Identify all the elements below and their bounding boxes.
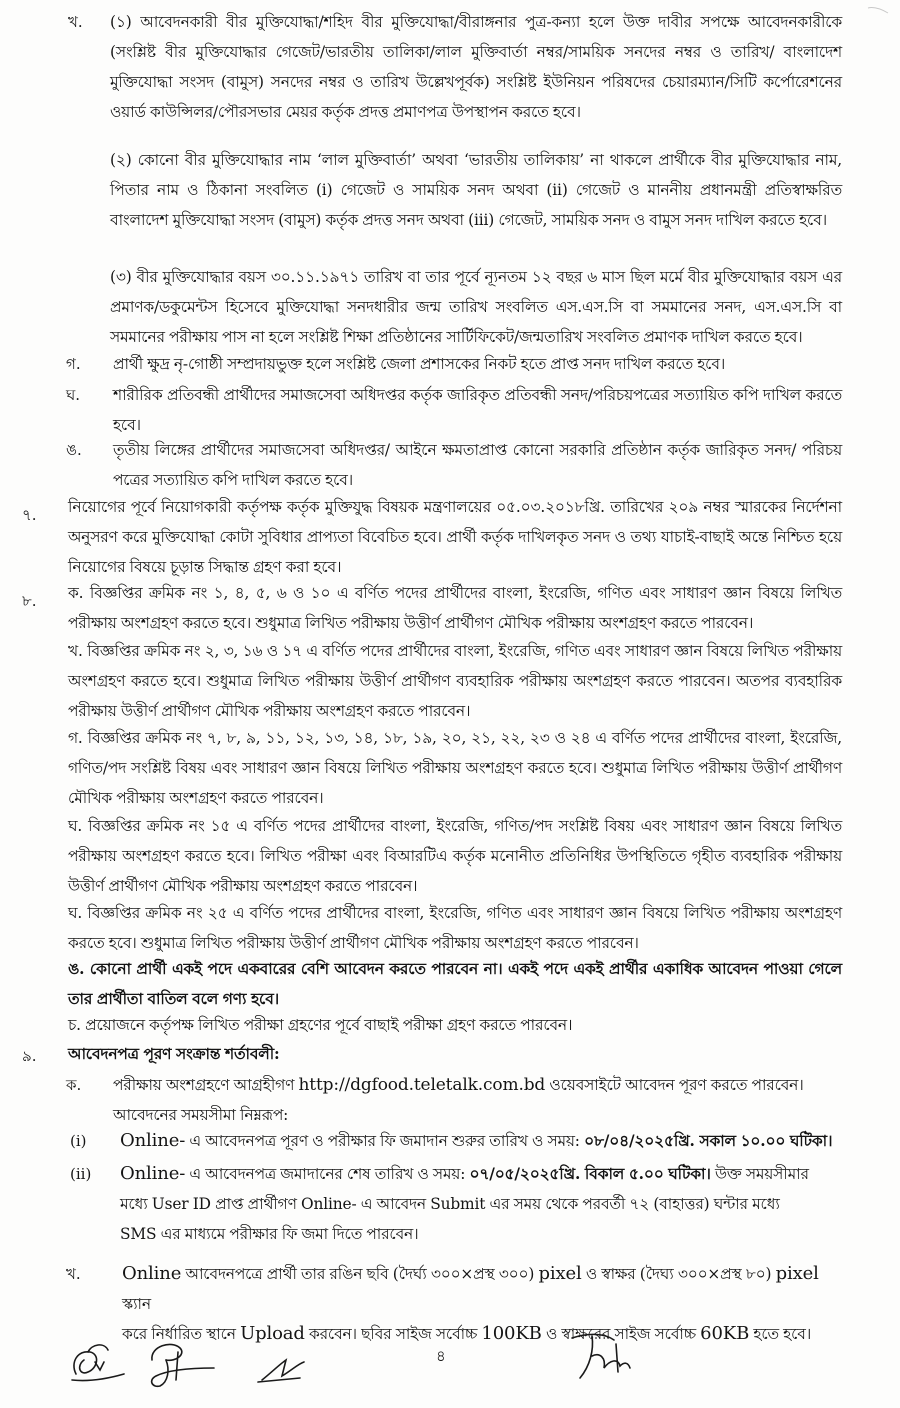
text-segment: SMS এর মাধ্যমে পরীক্ষার ফি জমা দিতে পারবেন। bbox=[120, 1225, 419, 1243]
text-segment: ও স্বাক্ষর (দৈঘ্য ৩০০×প্রস্থ ৮০) bbox=[585, 1265, 772, 1283]
item-marker: (ii) bbox=[70, 1165, 92, 1183]
text-segment: করবেন। ছবির সাইজ সর্বোচ্চ bbox=[308, 1325, 478, 1343]
item-marker: ৭. bbox=[22, 506, 37, 524]
text-segment: Online- bbox=[120, 1163, 186, 1184]
item-text: চ. প্রয়োজনে কর্তৃপক্ষ লিখিত পরীক্ষা গ্রহণের পূর্বে বাছাই পরীক্ষা গ্রহণ করতে পারবেন। bbox=[68, 1016, 573, 1034]
text-segment: হতে হবে। bbox=[753, 1325, 812, 1343]
signature-2-icon bbox=[152, 1344, 214, 1386]
text-segment: স্ক্যান bbox=[122, 1295, 151, 1313]
item-text: (১) আবেদনকারী বীর মুক্তিযোদ্ধা/শহিদ বীর মুক্তিযোদ্ধা/বীরাঙ্গনার পুত্র-কন্যা হলে উক্ত দাবীর সপক্ষে আবেদনকারীকে (সংশ্লিষ্ট বীর মুক্তিযোদ্ধার গেজেট/ভারতীয় তালিকা/লাল মুক্তিবার্তা নম্বর/সাময়িক সনদের নম্বর ও তারিখ/ বাংলাদেশ মুক্তিযোদ্ধা সংসদ (বামুস) সনদের নম্বর ও তারিখ উল্লেখপূর্বক) সংশ্লিষ্ট ইউনিয়ন পরিষদের চেয়ারম্যান/সিটি কর্পোরেশনের ওয়ার্ড কাউন্সিলর/পৌরসভার মেয়র কর্তৃক প্রদত্ত প্রমাণপত্র উপস্থাপন করতে হবে। bbox=[110, 13, 842, 121]
item-text bbox=[113, 1070, 842, 1130]
item-marker: ৯. bbox=[22, 1047, 37, 1065]
item-text bbox=[120, 1126, 842, 1156]
item-marker: ক. bbox=[66, 1076, 82, 1094]
item-marker: ৮. bbox=[22, 592, 37, 610]
item-text: নিয়োগের পূর্বে নিয়োগকারী কর্তৃপক্ষ কর্তৃক মুক্তিযুদ্ধ বিষয়ক মন্ত্রণালয়ের ০৫.০৩.২০১৮খ্রি. তারিখের ২০৯ নম্বর স্মারকের নির্দেশনা অনুসরণ করে মুক্তিযোদ্ধা কোটা সুবিধার প্রাপ্যতা বিবেচিত হবে। প্রার্থী কর্তৃক দাখিলকৃত সনদ ও তথ্য যাচাই-বাছাই অন্তে নিশ্চিত হয়ে নিয়োগের বিষয়ে চূড়ান্ত সিদ্ধান্ত গ্রহণ করা হবে। bbox=[68, 498, 842, 576]
item-text: খ. বিজ্ঞপ্তির ক্রমিক নং ২, ৩, ১৬ ও ১৭ এ বর্ণিত পদের প্রার্থীদের বাংলা, ইংরেজি, গণিত এবং সাধারণ জ্ঞান বিষয়ে লিখিত পরীক্ষায় অংশগ্রহণ করতে হবে। শুধুমাত্র লিখিত পরীক্ষায় উত্তীর্ণ প্রার্থীগণ ব্যবহারিক পরীক্ষায় অংশগ্রহণ করতে পারবেন। অতপর ব্যবহারিক পরীক্ষায় উত্তীর্ণ প্রার্থীগণ মৌখিক পরীক্ষায় অংশগ্রহণ করতে পারবেন। bbox=[68, 642, 842, 720]
item-marker: গ. bbox=[66, 355, 81, 373]
text-segment: 60KB bbox=[700, 1323, 750, 1344]
item-marker: খ. bbox=[68, 13, 83, 31]
date-time-bold: ০৭/০৫/২০২৫খ্রি. বিকাল ৫.০০ ঘটিকা। bbox=[469, 1165, 711, 1183]
item-text: তৃতীয় লিঙ্গের প্রার্থীদের সমাজসেবা অধিদপ্তর/ আইনে ক্ষমতাপ্রাপ্ত কোনো সরকারি প্রতিষ্ঠান কর্তৃক জারিকৃত সনদ/ পরিচয় পত্রের সত্যায়িত কপি দাখিল করতে হবে। bbox=[113, 441, 842, 489]
page-number: ৪ bbox=[436, 1347, 446, 1365]
text-segment: আবেদনের সময়সীমা নিম্নরূপ: bbox=[113, 1106, 289, 1124]
signature-1-icon bbox=[72, 1345, 124, 1381]
text-segment: মধ্যে User ID প্রাপ্ত প্রার্থীগণ Online- এ আবেদন Submit এর সময় থেকে পরবর্তী ৭২ (বাহাত্তর) ঘন্টার মধ্যে bbox=[120, 1195, 780, 1213]
item-text: ঘ. বিজ্ঞপ্তির ক্রমিক নং ১৫ এ বর্ণিত পদের প্রার্থীদের বাংলা, ইংরেজি, গণিত/পদ সংশ্লিষ্ট বিষয় এবং সাধারণ জ্ঞান বিষয়ে লিখিত পরীক্ষায় অংশগ্রহণ করতে হবে। লিখিত পরীক্ষা এবং বিআরটিএ কর্তৃক মনোনীত প্রতিনিধির উপস্থিতিতে গৃহীত ব্যবহারিক পরীক্ষায় উত্তীর্ণ প্রার্থীগণ মৌখিক পরীক্ষায় অংশগ্রহণ করতে পারবেন। bbox=[68, 817, 842, 895]
signatures bbox=[0, 1322, 900, 1392]
text-segment: Online- bbox=[120, 1130, 186, 1151]
item-text: ঙ. কোনো প্রার্থী একই পদে একবারের বেশি আবেদন করতে পারবেন না। একই পদে একই প্রার্থীর একাধিক আবেদন পাওয়া গেলে তার প্রার্থীতা বাতিল বলে গণ্য হবে। bbox=[68, 960, 842, 1008]
item-marker: খ. bbox=[66, 1265, 81, 1283]
item-marker: (i) bbox=[70, 1132, 87, 1150]
item-text: (২) কোনো বীর মুক্তিযোদ্ধার নাম ‘লাল মুক্তিবার্তা’ অথবা ‘ভারতীয় তালিকায়’ না থাকলে প্রার্থীকে বীর মুক্তিযোদ্ধার নাম, পিতার নাম ও ঠিকানা সংবলিত (i) গেজেট ও সাময়িক সনদ অথবা (ii) গেজেট ও মাননীয় প্রধানমন্ত্রী প্রতিস্বাক্ষরিত বাংলাদেশ মুক্তিযোদ্ধা সংসদ (বামুস) কর্তৃক প্রদত্ত সনদ অথবা (iii) গেজেট, সাময়িক সনদ ও বামুস সনদ দাখিল করতে হবে। bbox=[110, 151, 842, 229]
signature-4-icon bbox=[572, 1334, 630, 1378]
date-time-bold: ০৮/০৪/২০২৫খ্রি. সকাল ১০.০০ ঘটিকা। bbox=[584, 1132, 833, 1150]
item-text: (৩) বীর মুক্তিযোদ্ধার বয়স ৩০.১১.১৯৭১ তারিখ বা তার পূর্বে ন্যূনতম ১২ বছর ৬ মাস ছিল মর্মে বীর মুক্তিযোদ্ধার বয়স এর প্রমাণক/ডকুমেন্টস হিসেবে মুক্তিযোদ্ধা সনদধারীর জন্ম তারিখ সংবলিত এস.এস.সি বা সমমানের সনদ, এস.এস.সি বা সমমানের পরীক্ষায় পাস না হলে সংশ্লিষ্ট শিক্ষা প্রতিষ্ঠানের সার্টিফিকেট/জন্মতারিখ সংবলিত প্রমাণক দাখিল করতে হবে। bbox=[110, 268, 842, 346]
scan-mark-icon bbox=[866, 4, 890, 16]
item-marker: ঘ. bbox=[66, 386, 81, 404]
signature-3-icon bbox=[258, 1360, 304, 1382]
item-text: ক. বিজ্ঞপ্তির ক্রমিক নং ১, ৪, ৫, ৬ ও ১০ এ বর্ণিত পদের প্রার্থীদের বাংলা, ইংরেজি, গণিত এবং সাধারণ জ্ঞান বিষয়ে লিখিত পরীক্ষায় অংশগ্রহণ করতে হবে। শুধুমাত্র লিখিত পরীক্ষায় উত্তীর্ণ প্রার্থীগণ মৌখিক পরীক্ষায় অংশগ্রহণ করতে পারবেন। bbox=[68, 584, 842, 632]
item-text: প্রার্থী ক্ষুদ্র নৃ-গোষ্ঠী সম্প্রদায়ভুক্ত হলে সংশ্লিষ্ট জেলা প্রশাসকের নিকট হতে প্রাপ্ত সনদ দাখিল করতে হবে। bbox=[113, 355, 726, 373]
item-text: গ. বিজ্ঞপ্তির ক্রমিক নং ৭, ৮, ৯, ১১, ১২, ১৩, ১৪, ১৮, ১৯, ২০, ২১, ২২, ২৩ ও ২৪ এ বর্ণিত পদের প্রার্থীদের বাংলা, ইংরেজি, গণিত/পদ সংশ্লিষ্ট বিষয় এবং সাধারণ জ্ঞান বিষয়ে লিখিত পরীক্ষায় অংশগ্রহণ করতে হবে। শুধুমাত্র লিখিত পরীক্ষায় উত্তীর্ণ প্রার্থীগণ মৌখিক পরীক্ষায় অংশগ্রহণ করতে পারবেন। bbox=[68, 729, 842, 807]
text-segment: এ আবেদনপত্র পূরণ ও পরীক্ষার ফি জমাদান শুরুর তারিখ ও সময়: bbox=[189, 1132, 580, 1150]
website-link[interactable]: http://dgfood.teletalk.com.bd bbox=[298, 1075, 546, 1095]
item-text: ঘ. বিজ্ঞপ্তির ক্রমিক নং ২৫ এ বর্ণিত পদের প্রার্থীদের বাংলা, ইংরেজি, গণিত এবং সাধারণ জ্ঞান বিষয়ে লিখিত পরীক্ষায় অংশগ্রহণ করতে হবে। শুধুমাত্র লিখিত পরীক্ষায় উত্তীর্ণ প্রার্থীগণ মৌখিক পরীক্ষায় অংশগ্রহণ করতে পারবেন। bbox=[68, 904, 842, 952]
text-segment: pixel bbox=[775, 1263, 819, 1284]
text-segment: Online bbox=[122, 1263, 182, 1284]
text-segment: করে নির্ধারিত স্থানে bbox=[122, 1325, 236, 1343]
text-segment: ওয়েবসাইটে আবেদন পূরণ করতে পারবেন। bbox=[549, 1076, 804, 1094]
text-segment: 100KB bbox=[481, 1323, 542, 1344]
text-segment: ও স্বাক্ষরের সাইজ সর্বোচ্চ bbox=[545, 1325, 696, 1343]
text-segment: পরীক্ষায় অংশগ্রহণে আগ্রহীগণ bbox=[113, 1076, 295, 1094]
text-segment: এ আবেদনপত্র জমাদানের শেষ তারিখ ও সময়: bbox=[189, 1165, 466, 1183]
item-text: শারীরিক প্রতিবন্ধী প্রার্থীদের সমাজসেবা অধিদপ্তর কর্তৃক জারিকৃত প্রতিবন্ধী সনদ/পরিচয়পত্রের সত্যায়িত কপি দাখিল করতে হবে। bbox=[113, 386, 842, 434]
text-segment: উক্ত সময়সীমার bbox=[714, 1165, 809, 1183]
text-segment: Upload bbox=[240, 1323, 305, 1344]
section-heading: আবেদনপত্র পূরণ সংক্রান্ত শর্তাবলী: bbox=[68, 1045, 280, 1063]
item-marker: ঙ. bbox=[66, 441, 82, 459]
text-segment: pixel bbox=[538, 1263, 582, 1284]
item-text bbox=[120, 1159, 842, 1249]
text-segment: আবেদনপত্রে প্রার্থী তার রঙিন ছবি (দৈর্ঘ্য ৩০০×প্রস্থ ৩০০) bbox=[185, 1265, 535, 1283]
